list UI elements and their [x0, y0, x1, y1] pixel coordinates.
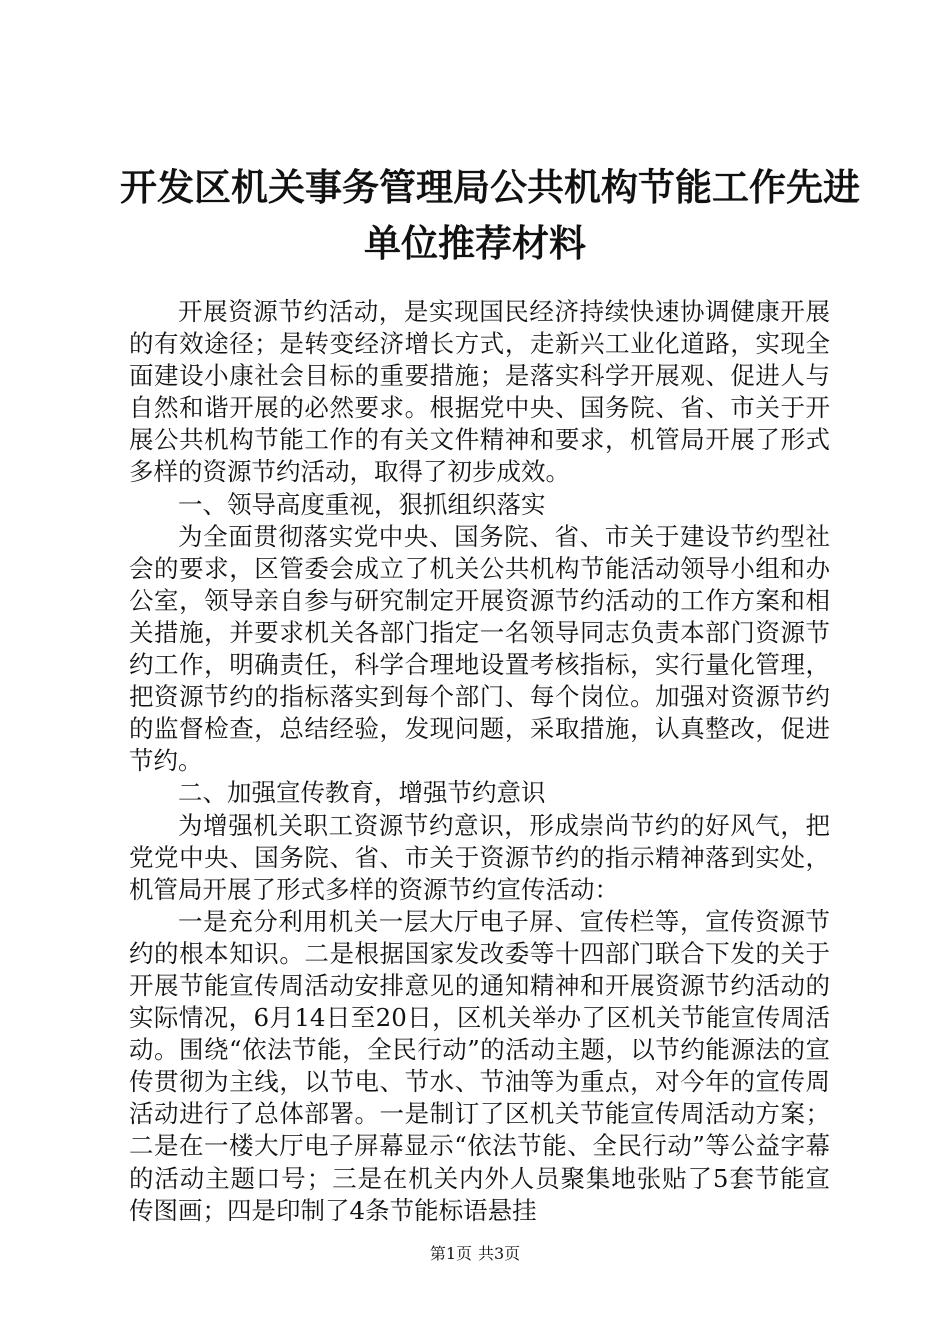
page-number-total: 共3页	[478, 1244, 521, 1263]
section-heading-1: 一、领导高度重视，狠抓组织落实	[178, 489, 546, 519]
paragraph-section-2-detail: 一是充分利用机关一层大厅电子屏、宣传栏等，宣传资源节约的根本知识。二是根据国家发改委等十四部门联合下发的关于开展节能宣传周活动安排意见的通知精神和开展资源节约活动的实际情况，6月14日至20日，区机关举办了区机关节能宣传周活动。围绕“依法节能，全民行动”的活动主题，以节约能源法的宣传贯彻为主线，以节电、节水、节油等为重点，对今年的宣传周活动进行了总体部署。一是制订了区机关节能宣传周活动方案；二是在一楼大厅电子屏幕显示“依法节能、全民行动”等公益字幕的活动主题口号；三是在机关内外人员聚集地张贴了5套节能宣传图画；四是印制了4条节能标语悬挂	[129, 906, 830, 1225]
document-body	[129, 296, 830, 1227]
document-title-line-2: 单位推荐材料	[364, 222, 586, 265]
paragraph-section-1: 为全面贯彻落实党中央、国务院、省、市关于建设节约型社会的要求，区管委会成立了机关公共机构节能活动领导小组和办公室，领导亲自参与研究制定开展资源节约活动的工作方案和相关措施，并要求机关各部门指定一名领导同志负责本部门资源节约工作，明确责任，科学合理地设置考核指标，实行量化管理，把资源节约的指标落实到每个部门、每个岗位。加强对资源节约的监督检查，总结经验，发现问题，采取措施，认真整改，促进节约。	[129, 521, 830, 776]
paragraph-intro: 开展资源节约活动，是实现国民经济持续快速协调健康开展的有效途径；是转变经济增长方式，走新兴工业化道路，实现全面建设小康社会目标的重要措施；是落实科学开展观、促进人与自然和谐开展的必然要求。根据党中央、国务院、省、市关于开展公共机构节能工作的有关文件精神和要求，机管局开展了形式多样的资源节约活动，取得了初步成效。	[129, 297, 830, 487]
document-title-line-1: 开发区机关事务管理局公共机构节能工作先进	[120, 166, 860, 209]
paragraph-section-2: 为增强机关职工资源节约意识，形成崇尚节约的好风气，把党党中央、国务院、省、市关于资源节约的指示精神落到实处，机管局开展了形式多样的资源节约宣传活动：	[129, 810, 830, 904]
page-number-current: 第1页	[429, 1244, 472, 1263]
page-footer	[0, 1244, 950, 1264]
section-heading-2: 二、加强宣传教育，增强节约意识	[178, 778, 546, 808]
